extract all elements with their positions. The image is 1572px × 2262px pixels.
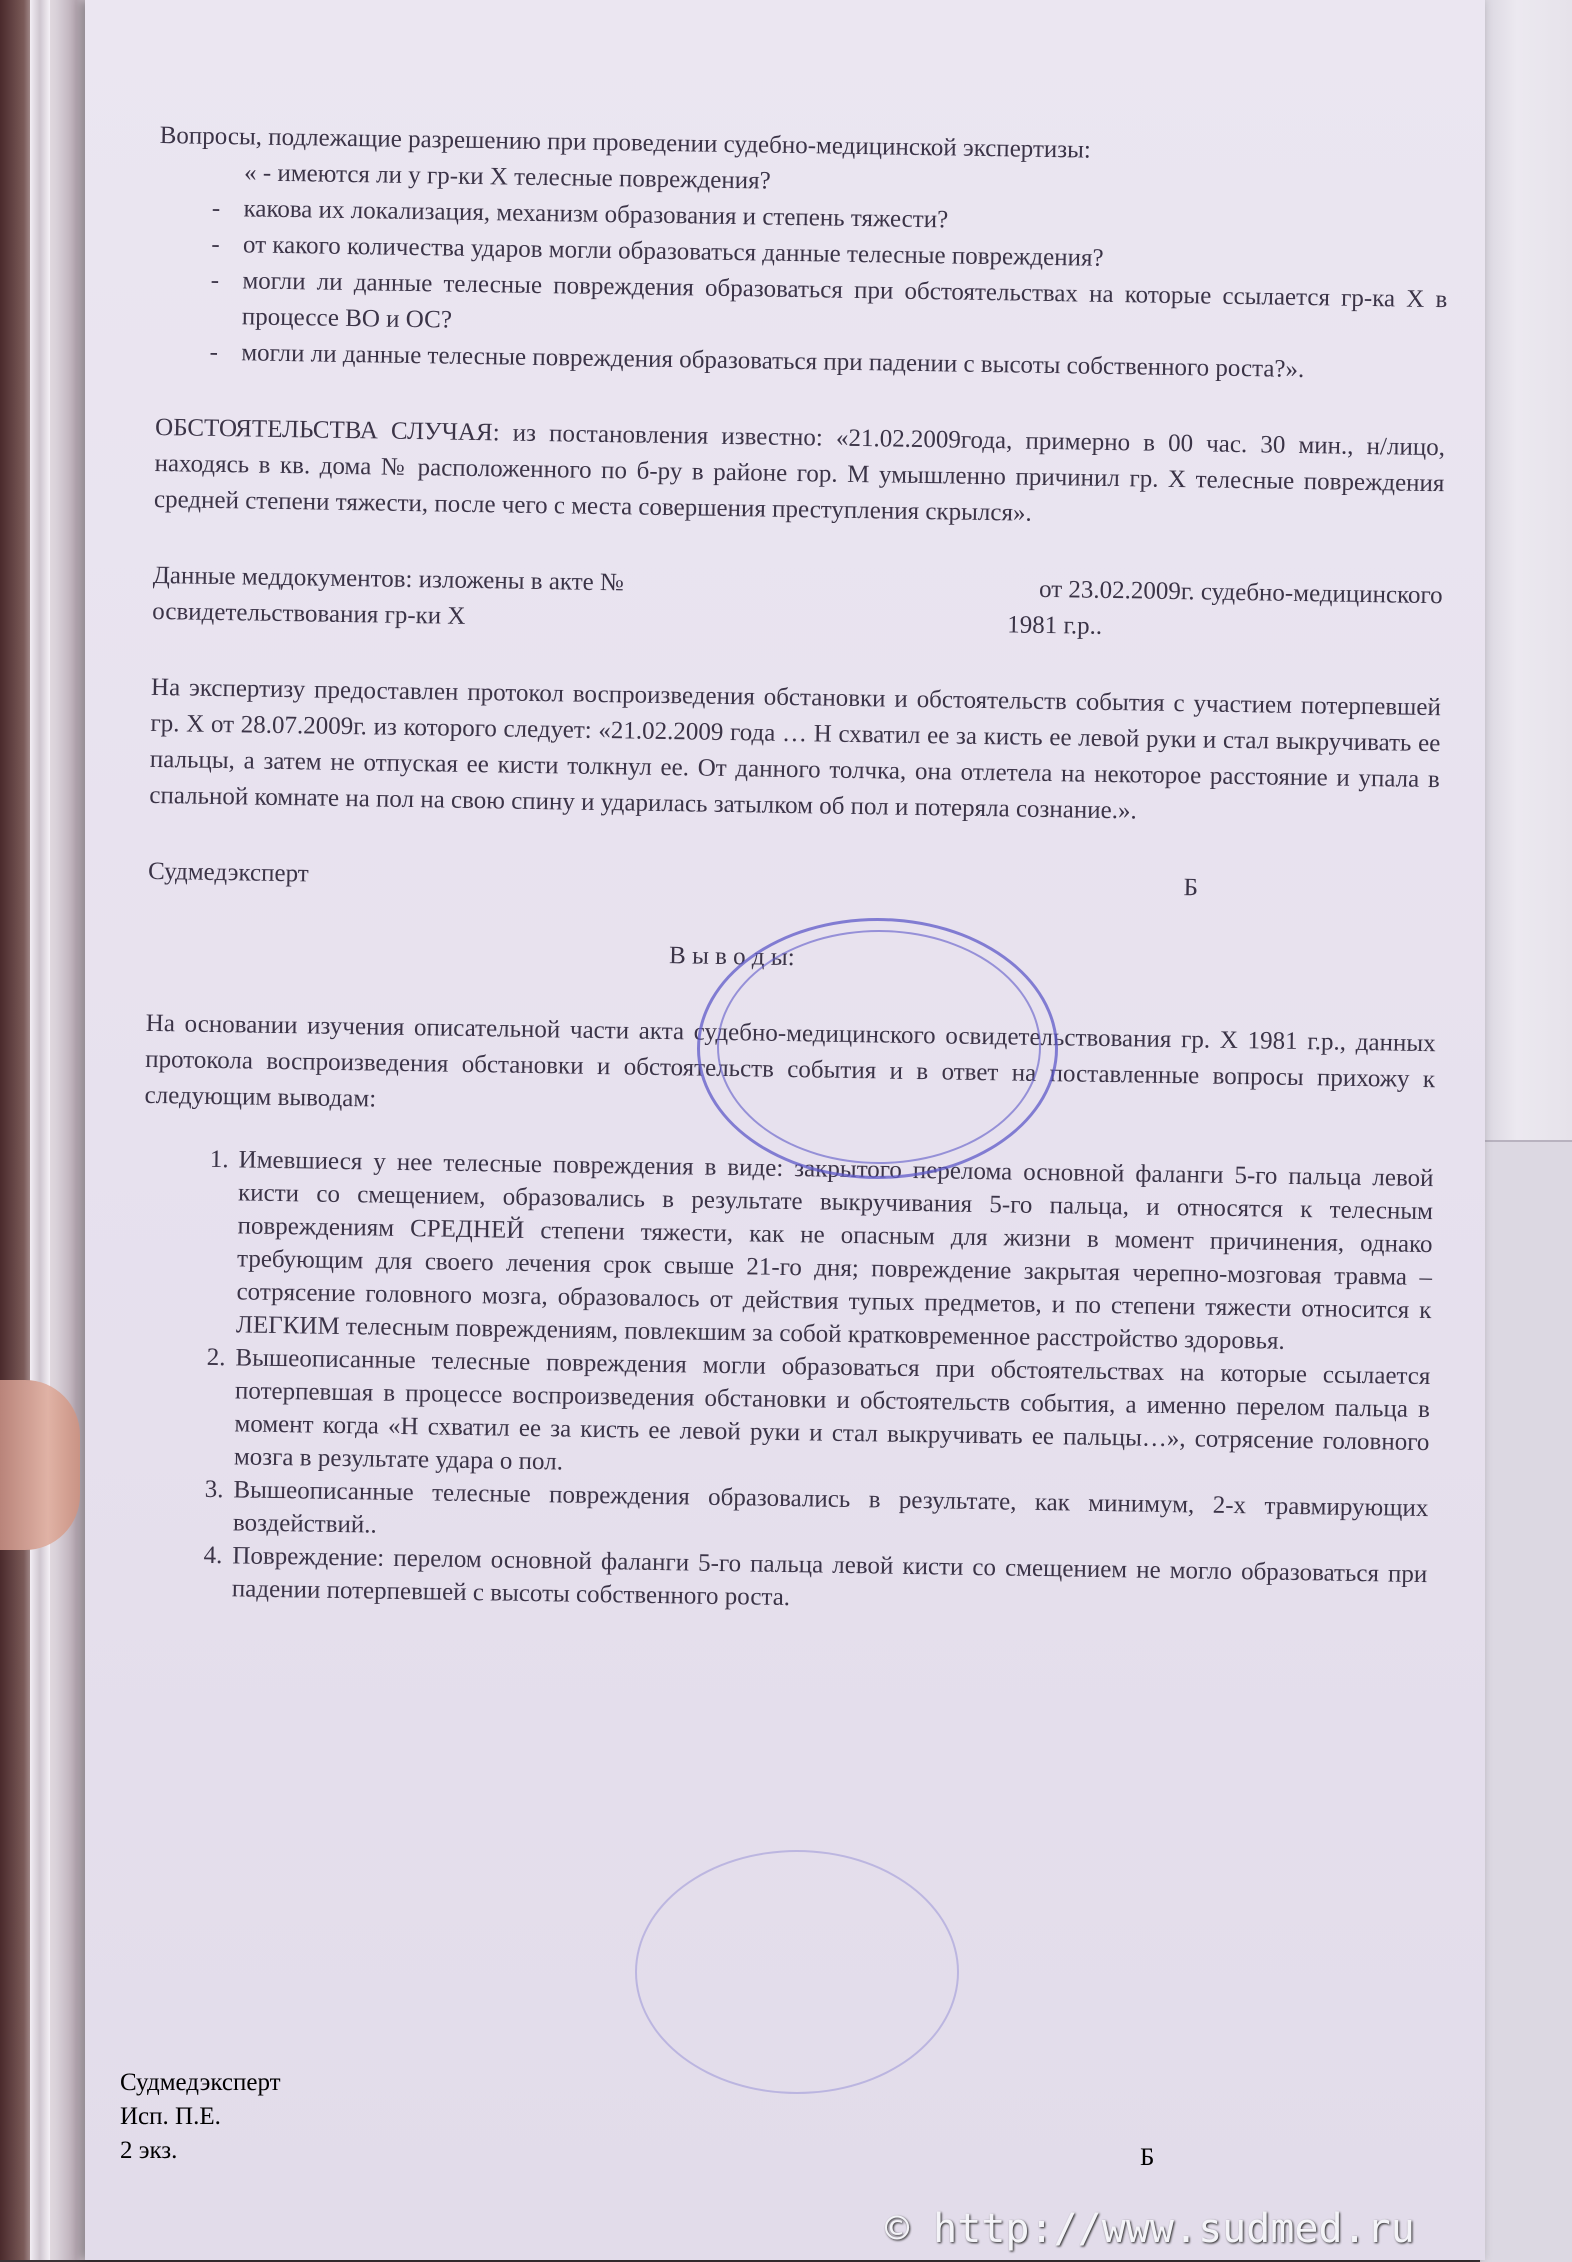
- footer-copies: 2 экз.: [120, 2137, 178, 2164]
- med-docs-line: Данные меддокументов: изложены в акте № от 23.02.2009г. судебно-медицинского: [152, 561, 1443, 610]
- conclusion-item: 1. Имевшиеся у нее телесные повреждения в виде: закрытого перелома основной фаланги 5-го пальца левой кисти со смещением, образовались в результате выкручивания 5-го пальца, и относятся к телесным повреждениям СРЕДНЕЙ степени тяжести, как не опасным для жизни в момент причинения, однако требующим для своего лечения срок свыше 21-го дня; повреждение закрытая черепно-мозговая травма – сотрясение головного мозга, образовалось от действия тупых предметов, и по степени тяжести относится к ЛЕГКИМ телесным повреждениям, повлекшим за собой кратковременное расстройство здоровья.: [209, 1145, 1434, 1355]
- question-item: - могли ли данные телесные повреждения образоваться при обстоятельствах на которые ссылается гр-ка Х в процессе ВО и ОС?: [210, 266, 1448, 334]
- footer-block: [120, 2066, 281, 2168]
- conclusion-item: 3. Вышеописанные телесные повреждения образовались в результате, как минимум, 2-х травмирующих воздействий..: [204, 1475, 1429, 1539]
- med-docs-line: освидетельствования гр-ки Х 1981 г.р..: [152, 597, 1103, 640]
- document-content: [137, 118, 1450, 1624]
- question-item: « - имеются ли у гр-ки Х телесные повреждения?: [243, 159, 771, 195]
- conclusion-item: 4. Повреждение: перелом основной фаланги 5-го пальца левой кисти со смещением не могло образоваться при падении потерпевшей с высоты собственного роста.: [203, 1541, 1428, 1612]
- binder-page-edge: [30, 0, 50, 2260]
- question-item: - какова их локализация, механизм образования и степень тяжести?: [211, 194, 949, 234]
- footer-executor: Исп. П.Е.: [120, 2103, 221, 2130]
- question-item: - могли ли данные телесные повреждения образоваться при падении с высоты собственного роста?».: [209, 338, 1305, 384]
- seal-stamp-inner-ring: [717, 930, 1041, 1164]
- conclusion-item: 2. Вышеописанные телесные повреждения могли образоваться при обстоятельствах на которые ссылается потерпевшая в процессе воспроизведения обстановки и обстоятельств события, а именно перелом пальца в момент когда «Н схватил ее за кисть ее левой руки и стал выкручивать ее пальцы…», сотрясение головного мозга в результате удара о пол.: [206, 1343, 1431, 1476]
- document-page: [85, 0, 1485, 2260]
- question-item: - от какого количества ударов могли образоваться данные телесные повреждения?: [211, 230, 1104, 272]
- circumstances-paragraph: ОБСТОЯТЕЛЬСТВА СЛУЧАЯ: из постановления известно: «21.02.2009года, примерно в 00 час. 30 мин., н/лицо, находясь в кв. дома № расположенного по б-ру в районе гор. М умышленно причинил гр. Х телесные повреждения средней степени тяжести, после чего с места совершения преступления скрылся».: [153, 413, 1446, 527]
- footer-initial: Б: [1140, 2144, 1155, 2171]
- questions-title: Вопросы, подлежащие разрешению при проведении судебно-медицинской экспертизы:: [159, 121, 1092, 164]
- footer-expert-label: Судмедэксперт: [120, 2069, 281, 2096]
- conclusions-header: В ы в о д ы:: [668, 942, 795, 972]
- protocol-paragraph: На экспертизу предоставлен протокол воспроизведения обстановки и обстоятельств события с участием потерпевшей гр. Х от 28.07.2009г. из которого следует: «21.02.2009 года … Н схватил ее за кисть ее левой руки и стал выкручивать ее пальцы, а затем не отпуская ее кисти толкнул ее. От данного толчка, она отлетела на некоторое расстояние и упала в спальной комнате на пол на свою спину и ударилась затылком об пол и потеряла сознание.».: [149, 673, 1442, 825]
- expert-initial: Б: [1183, 874, 1199, 902]
- conclusions-list: [167, 1142, 1434, 1624]
- background-right-lower: [1480, 1140, 1572, 2262]
- questions-list: [186, 154, 1449, 390]
- faint-seal-stamp: [635, 1850, 959, 2094]
- watermark-url: © http://www.sudmed.ru: [885, 2206, 1415, 2252]
- basis-paragraph: На основании изучения описательной части акта судебно-медицинского освидетельствования гр. Х 1981 г.р., данных протокола воспроизведения обстановки и обстоятельств события и в ответ на поставленные вопросы прихожу к следующим выводам:: [144, 1009, 1436, 1113]
- expert-label: Судмедэксперт: [147, 857, 309, 888]
- thumb-holding-page: [0, 1380, 80, 1550]
